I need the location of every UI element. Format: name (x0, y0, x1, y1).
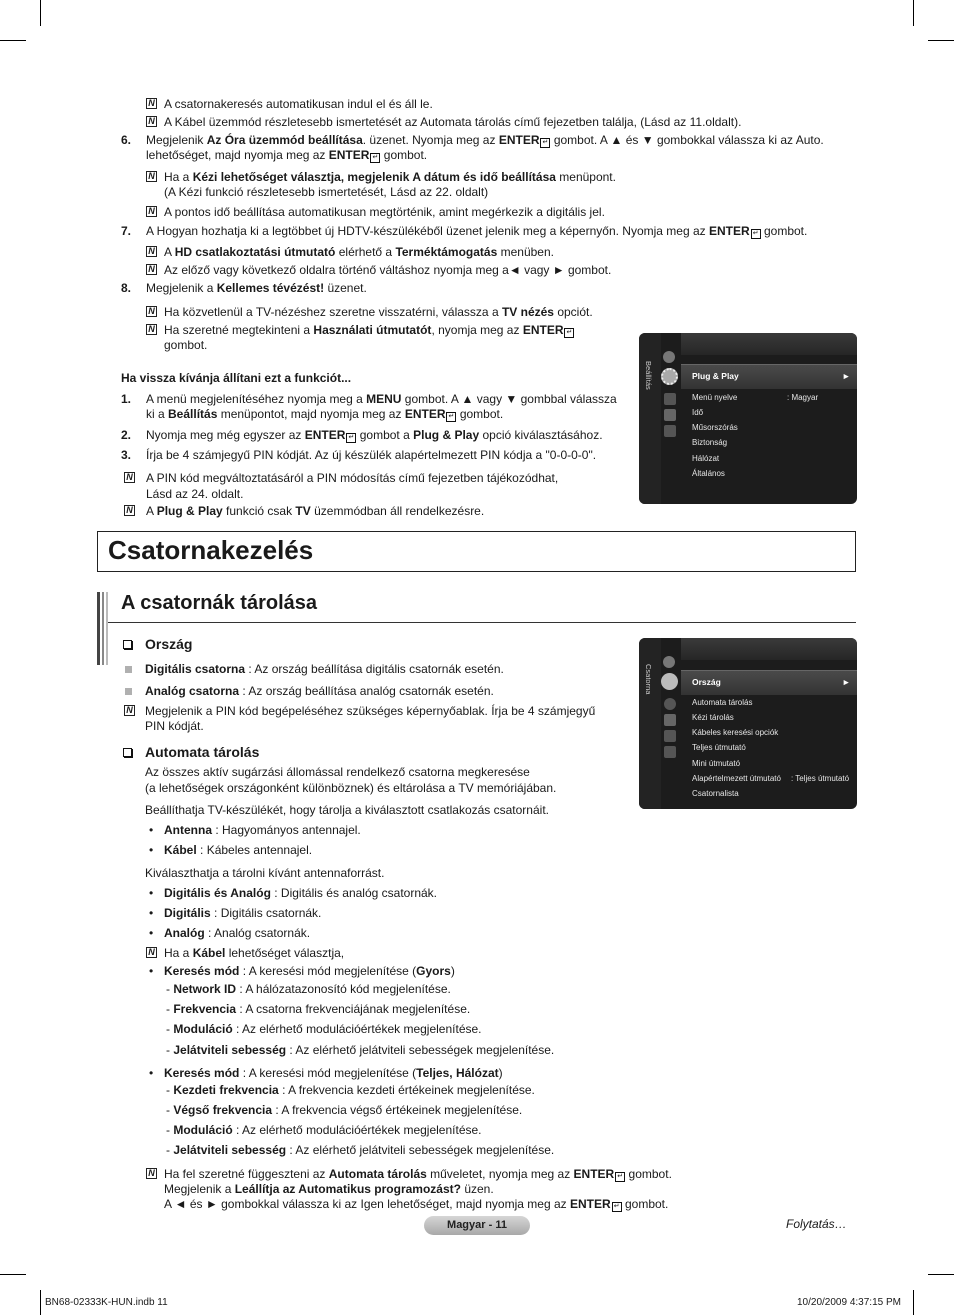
crop-mark (0, 1274, 26, 1275)
step-number: 6. (121, 133, 132, 147)
auto-subtext: - Jelátviteli sebesség : Az elérhető jelátviteli sebességek megjelenítése. (166, 1043, 555, 1057)
step-text: lehetőséget, majd nyomja meg az ENTER ↵ gombot. (146, 148, 428, 162)
subsection-rule (108, 622, 856, 623)
step-number: 3. (121, 448, 132, 462)
enter-icon: ↵ (612, 1202, 622, 1212)
auto-text: Antenna : Hagyományos antennajel. (164, 823, 361, 837)
auto-subtext: - Jelátviteli sebesség : Az elérhető jelátviteli sebességek megjelenítése. (166, 1143, 555, 1157)
note-text: (A Kézi funkció részletesebb ismertetését, Lásd az 22. oldalt) (164, 185, 489, 199)
menu-item[interactable]: Mini útmutató (692, 759, 741, 768)
menu-item[interactable]: Kábeles keresési opciók (692, 728, 779, 737)
auto-text: A ◄ és ► gombokkal válassza ki az Igen lehetőséget, majd nyomja meg az ENTER ↵ gombot. (164, 1197, 669, 1211)
orszag-heading: Ország (145, 636, 193, 652)
note-icon: N (146, 947, 157, 958)
note-text: A PIN kód megváltoztatásáról a PIN módosítás című fejezetben tájékozódhat, (146, 471, 559, 485)
note-text: A HD csatlakoztatási útmutató elérhető a Terméktámogatás menüben. (164, 245, 554, 259)
note-text: Az előző vagy következő oldalra történő váltáshoz nyomja meg a◄ vagy ► gombot. (164, 263, 612, 277)
auto-text: Kiválaszthatja a tárolni kívánt antennaforrást. (145, 866, 385, 880)
file-name: BN68-02333K-HUN.indb 11 (45, 1297, 168, 1308)
gear-icon (664, 698, 676, 710)
menu-item[interactable]: Teljes útmutató (692, 743, 746, 752)
auto-text: Kábel : Kábeles antennajel. (164, 843, 313, 857)
note-icon: N (124, 705, 135, 716)
note-text: Ha szeretné megtekinteni a Használati útmutatót, nyomja meg az ENTER ↵ (164, 323, 574, 338)
auto-text: Ha a Kábel lehetőséget választja, (164, 946, 345, 960)
menu-sidebar (639, 333, 661, 504)
enter-icon: ↵ (540, 138, 550, 148)
auto-text: Keresés mód : A keresési mód megjelenítése (Teljes, Hálózat) (164, 1066, 503, 1080)
auto-text: Ha fel szeretné függeszteni az Automata tárolás műveletet, nyomja meg az ENTER ↵ gombot. (164, 1167, 672, 1181)
note-icon: N (146, 116, 157, 127)
note-icon: N (146, 98, 157, 109)
step-number: 7. (121, 224, 132, 238)
note-icon: N (146, 171, 157, 182)
arrow-right-icon: ► (842, 677, 851, 687)
picture-icon (663, 351, 675, 363)
note-text: Ha közvetlenül a TV-nézéshez szeretne visszatérni, válassza a TV nézés opciót. (164, 305, 593, 319)
crop-mark (40, 0, 41, 26)
checkbox-bullet (123, 748, 132, 757)
step-text: Megjelenik a Kellemes tévézést! üzenet. (146, 281, 367, 295)
auto-text: Beállíthatja TV-készülékét, hogy tárolja a kiválasztott csatlakozás csatornáit. (145, 803, 549, 817)
enter-icon: ↵ (751, 229, 761, 239)
bullet: • (149, 843, 154, 857)
auto-subtext: - Network ID : A hálózatazonosító kód megjelenítése. (166, 982, 451, 996)
menu-topbar (681, 333, 857, 355)
note-text: Lásd az 24. oldalt. (146, 487, 244, 501)
note-icon: N (146, 306, 157, 317)
auto-text: Keresés mód : A keresési mód megjelenítése (Gyors) (164, 964, 455, 978)
auto-text: Megjelenik a Leállítja az Automatikus programozást? üzen. (164, 1182, 494, 1196)
orszag-text: Analóg csatorna : Az ország beállítása analóg csatornák esetén. (145, 684, 494, 698)
menu-item[interactable]: Csatornalista (692, 789, 739, 798)
menu-item[interactable]: Alapértelmezett útmutató (692, 774, 781, 783)
step-text: Nyomja meg még egyszer az ENTER ↵ gombot a Plug & Play opció kiválasztásához. (146, 428, 603, 442)
menu-item[interactable]: Biztonság (692, 438, 728, 447)
application-icon (664, 730, 676, 742)
square-bullet (125, 688, 132, 695)
subsection-bar (97, 592, 100, 665)
subsection-bar (102, 592, 104, 665)
note-text: A pontos idő beállítása automatikusan megtörténik, amint megérkezik a digitális jel. (164, 205, 605, 219)
menu-item-value: : Magyar (787, 393, 819, 402)
arrow-right-icon: ► (842, 371, 851, 381)
note-text: gombot. (164, 338, 208, 352)
subsection-bar (106, 592, 108, 665)
channel-icon (661, 673, 678, 690)
auto-subtext: - Moduláció : Az elérhető modulációértékek megjelenítése. (166, 1123, 482, 1137)
crop-mark (928, 1274, 954, 1275)
menu-item-value: : Teljes útmutató (791, 774, 850, 783)
auto-text: Az összes aktív sugárzási állomással rendelkező csatorna megkeresése (145, 765, 530, 779)
auto-text: Analóg : Analóg csatornák. (164, 926, 311, 940)
step-text: A Hogyan hozhatja ki a legtöbbet új HDTV-készülékéből üzenet jelenik meg a képernyőn. Nyomja meg az ENTER ↵ gombot. (146, 224, 808, 238)
crop-mark (0, 40, 26, 41)
enter-icon: ↵ (370, 153, 380, 163)
step-number: 2. (121, 428, 132, 442)
step-number: 8. (121, 281, 132, 295)
orszag-text: Megjelenik a PIN kód begépeléséhez szükséges képernyőablak. Írja be 4 számjegyű (145, 704, 596, 718)
bullet: • (149, 964, 154, 978)
auto-subtext: - Végső frekvencia : A frekvencia végső értékeinek megjelenítése. (166, 1103, 523, 1117)
menu-side-label: Csatorna (644, 664, 653, 695)
bullet: • (149, 1066, 154, 1080)
step-text: A menü megjelenítéséhez nyomja meg a MENU gombot. A ▲ vagy ▼ gombbal válassza (146, 392, 617, 406)
menu-item[interactable]: Menü nyelve (692, 393, 738, 402)
input-icon (664, 714, 676, 726)
menu-item[interactable]: Általános (692, 469, 725, 478)
auto-heading: Automata tárolás (145, 744, 260, 760)
gear-icon (661, 368, 678, 385)
crop-mark (913, 0, 914, 26)
orszag-text: Digitális csatorna : Az ország beállítása digitális csatornák esetén. (145, 662, 504, 676)
auto-text: (a lehetőségek országonként különböznek) és eltárolása a TV memóriájában. (145, 781, 557, 795)
auto-subtext: - Kezdeti frekvencia : A frekvencia kezdeti értékeinek megjelenítése. (166, 1083, 535, 1097)
enter-icon: ↵ (346, 433, 356, 443)
enter-icon: ↵ (615, 1172, 625, 1182)
orszag-text: PIN kódját. (145, 719, 204, 733)
support-icon (664, 425, 676, 437)
note-text: A Plug & Play funkció csak TV üzemmódban áll rendelkezésre. (146, 504, 485, 518)
support-icon (664, 746, 676, 758)
print-timestamp: 10/20/2009 4:37:15 PM (797, 1297, 901, 1308)
application-icon (664, 409, 676, 421)
checkbox-bullet (123, 640, 132, 649)
auto-text: Digitális : Digitális csatornák. (164, 906, 322, 920)
bullet: • (149, 823, 154, 837)
step-text: ki a Beállítás menüpontot, majd nyomja meg az ENTER ↵ gombot. (146, 407, 504, 421)
note-icon: N (124, 505, 135, 516)
continued-label: Folytatás… (786, 1217, 847, 1231)
auto-subtext: - Frekvencia : A csatorna frekvenciájának megjelenítése. (166, 1002, 471, 1016)
crop-mark (928, 40, 954, 41)
picture-icon (663, 656, 675, 668)
note-icon: N (124, 472, 135, 483)
square-bullet (125, 666, 132, 673)
note-text: Ha a Kézi lehetőséget választja, megjelenik A dátum és idő beállítása menüpont. (164, 170, 616, 184)
note-text: A Kábel üzemmód részletesebb ismertetését az Automata tárolás című fejezetben találja, (Lásd az 11.oldalt). (164, 115, 742, 129)
menu-highlight-label[interactable]: Ország (692, 677, 721, 687)
menu-item[interactable]: Műsorszórás (692, 423, 738, 432)
menu-side-label: Beállítás (644, 361, 653, 390)
enter-icon: ↵ (446, 412, 456, 422)
note-icon: N (146, 264, 157, 275)
bullet: • (149, 926, 154, 940)
step-text: Írja be 4 számjegyű PIN kódját. Az új készülék alapértelmezett PIN kódja a "0-0-0-0". (146, 448, 597, 462)
auto-subtext: - Moduláció : Az elérhető modulációértékek megjelenítése. (166, 1022, 482, 1036)
page-badge: Magyar - 11 (424, 1216, 530, 1235)
input-icon (664, 393, 676, 405)
step-text: Megjelenik Az Óra üzemmód beállítása. üzenet. Nyomja meg az ENTER ↵ gombot. A ▲ és ▼ gombokkal válassza ki az Auto. (146, 133, 824, 147)
tv-menu-channel (639, 638, 857, 809)
note-icon: N (146, 324, 157, 335)
note-icon: N (146, 246, 157, 257)
bullet: • (149, 886, 154, 900)
menu-item[interactable]: Kézi tárolás (692, 713, 734, 722)
menu-topbar (681, 638, 857, 660)
section-title: Csatornakezelés (108, 535, 314, 565)
menu-item[interactable]: Automata tárolás (692, 698, 753, 707)
crop-mark (913, 1290, 914, 1315)
note-icon: N (146, 1168, 157, 1179)
bullet: • (149, 906, 154, 920)
note-text: A csatornakeresés automatikusan indul el és áll le. (164, 97, 433, 111)
subsection-title: A csatornák tárolása (121, 592, 318, 614)
menu-item[interactable]: Hálózat (692, 454, 720, 463)
auto-text: Digitális és Analóg : Digitális és analóg csatornák. (164, 886, 438, 900)
menu-item[interactable]: Idő (692, 408, 704, 417)
reset-heading: Ha vissza kívánja állítani ezt a funkciót... (121, 371, 352, 385)
section-title-box (97, 531, 856, 572)
note-icon: N (146, 206, 157, 217)
enter-icon: ↵ (564, 328, 574, 338)
crop-mark (40, 1290, 41, 1315)
tv-menu-settings (639, 333, 857, 504)
step-number: 1. (121, 392, 132, 406)
menu-highlight-label[interactable]: Plug & Play (692, 371, 739, 381)
